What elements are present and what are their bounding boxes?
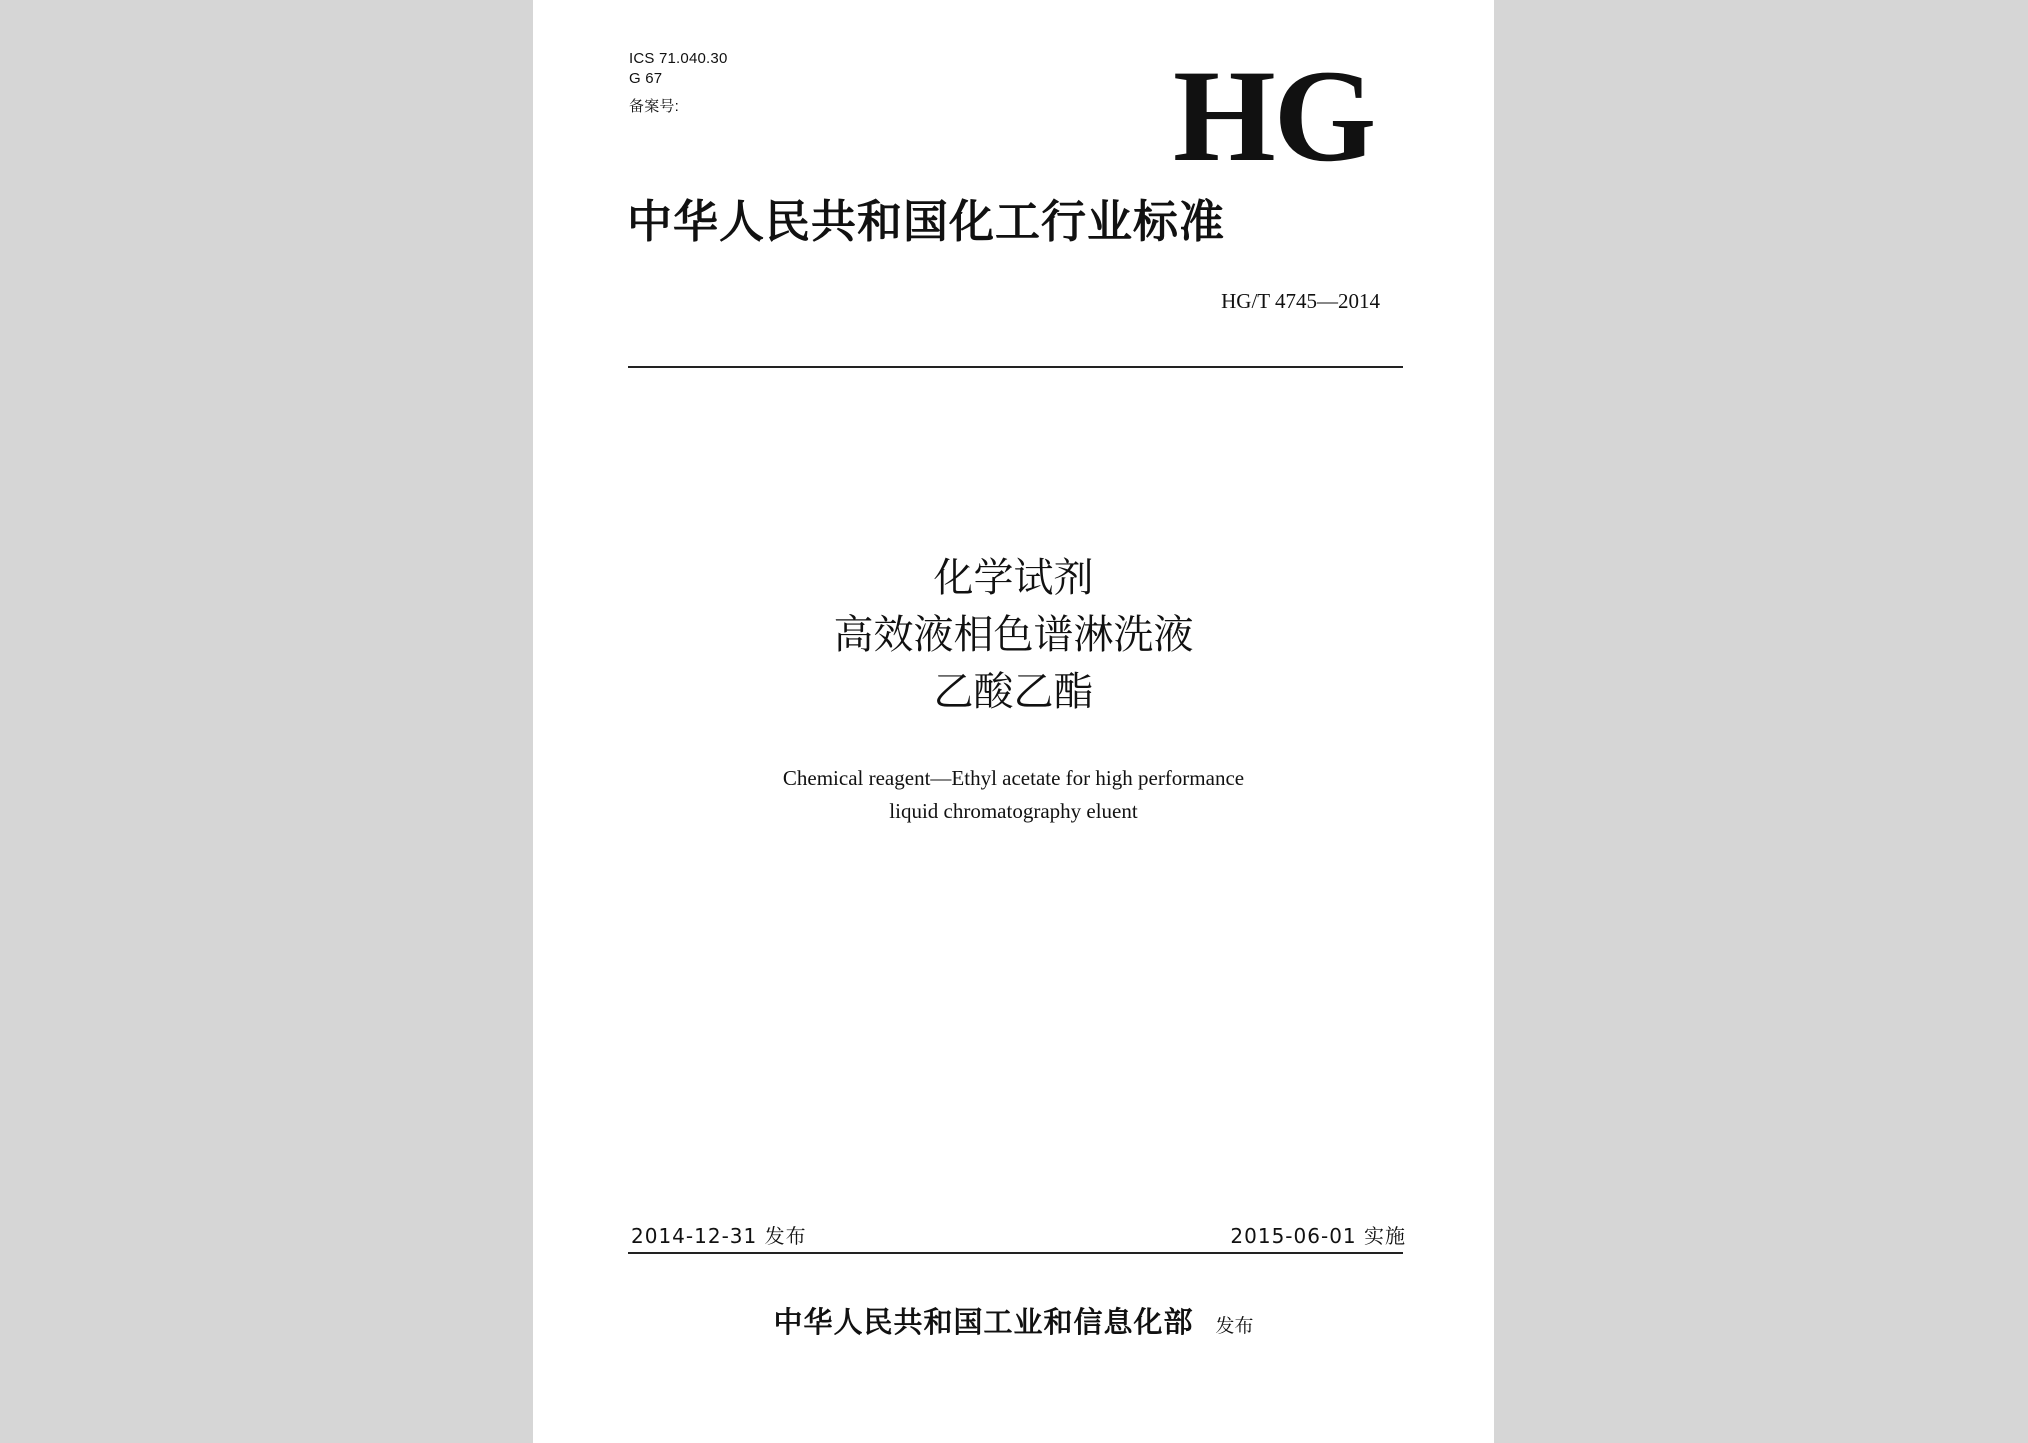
publisher-name: 中华人民共和国工业和信息化部 bbox=[773, 1305, 1194, 1339]
organization-title: 中华人民共和国化工行业标准 bbox=[627, 195, 1226, 248]
title-cn-line-2: 高效液相色谱淋洗液 bbox=[833, 612, 1194, 658]
publisher-suffix: 发布 bbox=[1215, 1315, 1254, 1337]
ics-code: ICS 71.040.30 bbox=[629, 50, 728, 67]
issue-date: 2014-12-31 发布 bbox=[631, 1224, 807, 1248]
record-number-label: 备案号: bbox=[629, 98, 679, 115]
classification-code: G 67 bbox=[629, 70, 663, 87]
top-divider bbox=[628, 366, 1403, 368]
standard-number: HG/T 4745—2014 bbox=[1221, 289, 1380, 313]
document-page bbox=[533, 0, 1494, 1443]
publisher-line bbox=[533, 1300, 1494, 1341]
hg-logo: HG bbox=[1173, 42, 1375, 189]
implementation-date: 2015-06-01 实施 bbox=[1230, 1224, 1406, 1248]
title-cn-line-1: 化学试剂 bbox=[933, 555, 1094, 601]
title-en-line-1: Chemical reagent—Ethyl acetate for high performance bbox=[782, 766, 1245, 790]
title-en-line-2: liquid chromatography eluent bbox=[889, 799, 1138, 823]
title-cn-line-3: 乙酸乙酯 bbox=[933, 669, 1094, 715]
bottom-divider bbox=[628, 1252, 1403, 1254]
